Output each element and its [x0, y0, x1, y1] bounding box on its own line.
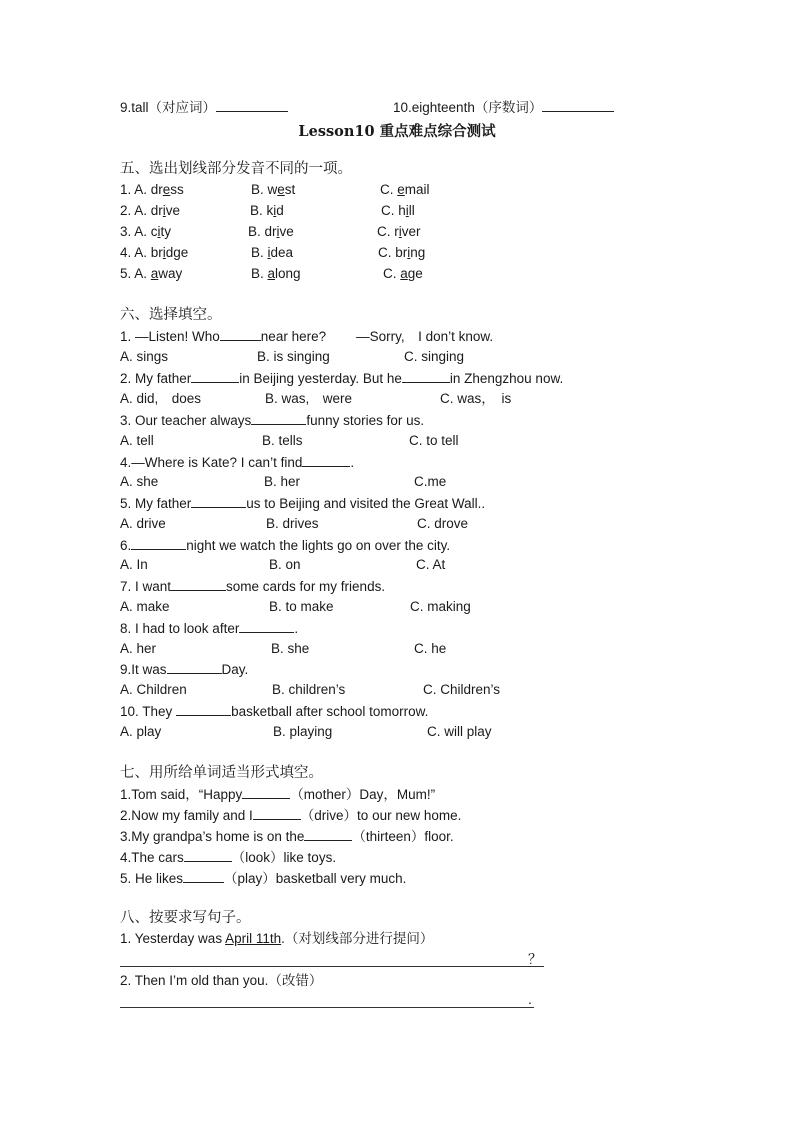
- s5-question-1: 1. A. dress B. west C. email: [120, 182, 430, 197]
- option-b[interactable]: B. on: [269, 557, 301, 572]
- option-b[interactable]: B. west: [251, 182, 296, 197]
- answer-blank[interactable]: [402, 369, 450, 383]
- answer-blank[interactable]: [183, 869, 224, 883]
- option-b[interactable]: B. playing: [273, 724, 333, 739]
- option-c[interactable]: C. making: [410, 599, 471, 614]
- option-a[interactable]: A. Children: [120, 682, 187, 697]
- s6-question-1: 1. —Listen! Who near here? —Sorry, I don’t know.: [120, 329, 494, 344]
- option-c[interactable]: C. to tell: [409, 433, 459, 448]
- option-a[interactable]: A. her: [120, 641, 157, 656]
- answer-blank[interactable]: [253, 806, 301, 820]
- option-b[interactable]: B. drives: [266, 516, 319, 531]
- s7-question-5: 5. He likes （play）basketball very much.: [120, 871, 407, 886]
- option-b[interactable]: B. tells: [262, 433, 303, 448]
- s6-options-6: [120, 556, 580, 574]
- option-b[interactable]: B. she: [271, 641, 310, 656]
- question-10-eighteenth: 10.eighteenth（序数词）: [393, 98, 614, 117]
- option-c[interactable]: C. age: [383, 266, 423, 281]
- answer-blank[interactable]: [216, 98, 288, 112]
- s5-question-3: 3. A. city B. drive C. river: [120, 224, 421, 239]
- s7-question-3: 3.My grandpa’s home is on the （thirteen）floor.: [120, 829, 454, 844]
- option-b[interactable]: B. along: [251, 266, 301, 281]
- section-5-heading: 五、选出划线部分发音不同的一项。: [120, 161, 352, 177]
- option-b[interactable]: B. children’s: [272, 682, 346, 697]
- s6-options-10: [120, 723, 580, 741]
- answer-blank[interactable]: [242, 785, 290, 799]
- underlined-part: April 11th: [225, 931, 282, 946]
- s6-question-2: 2. My father in Beijing yesterday. But he in Zhengzhou now.: [120, 371, 564, 386]
- s6-options-5: [120, 515, 580, 533]
- section-7-heading: 七、用所给单词适当形式填空。: [120, 765, 323, 781]
- section-6-heading: 六、选择填空。: [120, 307, 222, 323]
- option-b[interactable]: B. is singing: [257, 349, 330, 364]
- s6-options-3: [120, 432, 580, 450]
- s6-options-4: [120, 473, 580, 491]
- s7-question-4: 4.The cars （look）like toys.: [120, 850, 337, 865]
- answer-blank[interactable]: [302, 453, 350, 467]
- option-a[interactable]: A. In: [120, 557, 148, 572]
- option-c[interactable]: C. will play: [427, 724, 492, 739]
- option-a[interactable]: A. she: [120, 474, 159, 489]
- option-b[interactable]: B. to make: [269, 599, 334, 614]
- s6-options-7: [120, 598, 580, 616]
- option-c[interactable]: C. was， is: [440, 391, 512, 406]
- period-mark: .: [528, 991, 532, 1007]
- answer-line-2[interactable]: [120, 1007, 534, 1008]
- option-b[interactable]: B. her: [264, 474, 301, 489]
- option-b[interactable]: B. was, were: [265, 391, 353, 406]
- s6-options-9: [120, 681, 580, 699]
- option-a[interactable]: A. tell: [120, 433, 154, 448]
- option-a[interactable]: A. did, does: [120, 391, 202, 406]
- option-a[interactable]: A. make: [120, 599, 170, 614]
- option-c[interactable]: C. drove: [417, 516, 469, 531]
- question-9-tall: 9.tall（对应词）: [120, 98, 288, 117]
- option-c[interactable]: C. At: [416, 557, 446, 572]
- answer-blank[interactable]: [542, 98, 614, 112]
- option-b[interactable]: B. drive: [248, 224, 294, 239]
- s6-question-5: 5. My father us to Beijing and visited the Great Wall..: [120, 496, 486, 511]
- s5-question-5: 5. A. away B. along C. age: [120, 266, 423, 281]
- option-b[interactable]: B. kid: [250, 203, 284, 218]
- option-b[interactable]: B. idea: [251, 245, 294, 260]
- page-title: Lesson10 重点难点综合测试: [298, 123, 496, 140]
- s7-question-1: 1.Tom said，“Happy （mother）Day，Mum!”: [120, 787, 436, 802]
- s5-question-2: 2. A. drive B. kid C. hill: [120, 203, 415, 218]
- option-a[interactable]: A. sings: [120, 349, 169, 364]
- answer-blank[interactable]: [239, 619, 294, 633]
- section-8-heading: 八、按要求写句子。: [120, 910, 251, 926]
- answer-blank[interactable]: [184, 848, 232, 862]
- option-c[interactable]: C. bring: [378, 245, 426, 260]
- question-mark: ？: [528, 951, 542, 967]
- s6-question-4: 4.—Where is Kate? I can’t find .: [120, 455, 355, 470]
- s8-question-2: 2. Then I’m old than you.（改错）: [120, 973, 323, 988]
- s6-question-10: 10. They basketball after school tomorrow.: [120, 704, 429, 719]
- s8-question-1: 1. Yesterday was April 11th.（对划线部分进行提问）: [120, 931, 434, 946]
- s6-options-1: [120, 348, 580, 366]
- option-a[interactable]: A. play: [120, 724, 162, 739]
- answer-blank[interactable]: [191, 369, 239, 383]
- s6-options-2: [120, 390, 580, 408]
- s6-question-9: 9.It was Day.: [120, 662, 249, 677]
- answer-blank[interactable]: [304, 827, 352, 841]
- option-c[interactable]: C. singing: [404, 349, 465, 364]
- answer-blank[interactable]: [171, 577, 226, 591]
- s7-question-2: 2.Now my family and I （drive）to our new home.: [120, 808, 462, 823]
- answer-blank[interactable]: [191, 494, 246, 508]
- answer-blank[interactable]: [220, 327, 261, 341]
- option-c[interactable]: C.me: [414, 474, 447, 489]
- s5-question-4: 4. A. bridge B. idea C. bring: [120, 245, 426, 260]
- answer-blank[interactable]: [167, 660, 222, 674]
- option-a[interactable]: A. drive: [120, 516, 166, 531]
- s6-question-7: 7. I want some cards for my friends.: [120, 579, 386, 594]
- s6-question-3: 3. Our teacher always funny stories for us.: [120, 413, 425, 428]
- option-c[interactable]: C. hill: [381, 203, 415, 218]
- s6-question-6: 6. night we watch the lights go on over the city.: [120, 538, 451, 553]
- option-c[interactable]: C. he: [414, 641, 447, 656]
- answer-blank[interactable]: [251, 411, 306, 425]
- answer-blank[interactable]: [176, 702, 231, 716]
- answer-line-1[interactable]: [120, 966, 544, 967]
- option-c[interactable]: C. river: [377, 224, 421, 239]
- option-c[interactable]: C. Children’s: [423, 682, 501, 697]
- answer-blank[interactable]: [131, 536, 186, 550]
- s6-options-8: [120, 640, 580, 658]
- s6-question-8: 8. I had to look after .: [120, 621, 299, 636]
- option-c[interactable]: C. email: [380, 182, 430, 197]
